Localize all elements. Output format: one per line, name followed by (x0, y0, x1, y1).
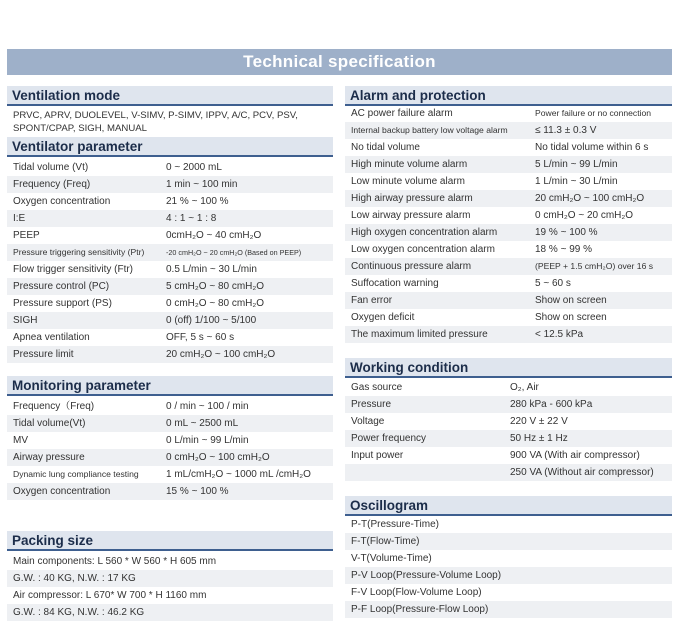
table-row (345, 379, 672, 396)
table-row (7, 483, 333, 500)
row-value: Show on screen (535, 312, 607, 323)
table-row (345, 292, 672, 309)
row-label: PEEP (13, 230, 40, 241)
table-row (7, 261, 333, 278)
ventilation-mode-text: PRVC, APRV, DUOLEVEL, V-SIMV, P-SIMV, IPPV, A/C, PCV, PSV, SPONT/CPAP, SIGH, MANUAL (13, 110, 298, 134)
packing-size-table (7, 553, 333, 621)
row-value: 0 cmH₂O ~ 80 cmH₂O (166, 298, 265, 309)
row-value: 1 mL/cmH₂O ~ 1000 mL /cmH₂O (166, 469, 311, 480)
list-item (345, 550, 672, 567)
row-value: 250 VA (Without air compressor) (510, 467, 654, 478)
table-row (345, 326, 672, 343)
row-value: 20 cmH₂O ~ 100 cmH₂O (166, 349, 276, 360)
table-row (7, 295, 333, 312)
row-label: Oxygen concentration (13, 196, 111, 207)
row-value: Show on screen (535, 295, 607, 306)
row-value: No tidal volume within 6 s (535, 142, 649, 153)
row-value: 4 : 1 ~ 1 : 8 (166, 213, 217, 224)
table-row (345, 241, 672, 258)
row-label: Pressure (351, 399, 392, 410)
row-label: SIGH (13, 315, 38, 326)
list-item (345, 567, 672, 584)
table-row (7, 398, 333, 415)
table-row (345, 224, 672, 241)
row-label: Input power (351, 450, 404, 461)
row-value: -20 cmH₂O ~ 20 cmH₂O (Based on PEEP) (166, 248, 302, 257)
table-row (345, 413, 672, 430)
row-value: 0 / min ~ 100 / min (166, 401, 249, 412)
row-label: Low oxygen concentration alarm (351, 244, 495, 255)
list-item-text: F-V Loop(Flow-Volume Loop) (351, 587, 482, 598)
row-label: AC power failure alarm (351, 108, 453, 119)
row-label: No tidal volume (351, 142, 420, 153)
row-label: Airway pressure (13, 452, 85, 463)
row-value: OFF, 5 s ~ 60 s (166, 332, 235, 343)
list-item-text: Air compressor: L 670* W 700 * H 1160 mm (13, 590, 207, 601)
row-label: Tidal volume (Vt) (13, 162, 89, 173)
row-label: MV (13, 435, 28, 446)
row-label: High minute volume alarm (351, 159, 468, 170)
row-value: 5 ~ 60 s (535, 278, 571, 289)
row-label: Frequency（Freq) (13, 401, 95, 412)
ventilator-parameter-header: Ventilator parameter (7, 137, 333, 157)
working-condition-header: Working condition (345, 358, 672, 378)
row-value: 0 cmH₂O ~ 100 cmH₂O (166, 452, 270, 463)
row-label: Continuous pressure alarm (351, 261, 472, 272)
list-item (345, 516, 672, 533)
table-row (7, 312, 333, 329)
row-label: Internal backup battery low voltage alarm (351, 125, 508, 135)
list-item-text: V-T(Volume-Time) (351, 553, 432, 564)
row-label: Pressure support (PS) (13, 298, 112, 309)
table-row (7, 449, 333, 466)
row-value: 1 min ~ 100 min (166, 179, 238, 190)
row-label: Low airway pressure alarm (351, 210, 471, 221)
working-condition-table (345, 379, 672, 481)
row-value: 280 kPa - 600 kPa (510, 399, 593, 410)
row-label: Voltage (351, 416, 385, 427)
alarm-protection-header: Alarm and protection (345, 86, 672, 106)
table-row (7, 329, 333, 346)
table-row (345, 396, 672, 413)
table-row (345, 309, 672, 326)
row-label: Power frequency (351, 433, 427, 444)
row-value: Power failure or no connection (535, 108, 652, 118)
row-value: 0 cmH₂O ~ 20 cmH₂O (535, 210, 634, 221)
row-value: < 12.5 kPa (535, 329, 584, 340)
row-label: Tidal volume(Vt) (13, 418, 86, 429)
table-row (345, 275, 672, 292)
row-value: 0 (off) 1/100 ~ 5/100 (166, 315, 257, 326)
row-value: 0 mL ~ 2500 mL (166, 418, 239, 429)
list-item (345, 584, 672, 601)
list-item-text: Main components: L 560 * W 560 * H 605 mm (13, 556, 217, 567)
list-item (345, 601, 672, 618)
row-label: Pressure control (PC) (13, 281, 110, 292)
row-label: Frequency (Freq) (13, 179, 91, 190)
row-label: I:E (13, 213, 26, 224)
row-value: 220 V ± 22 V (510, 416, 568, 427)
table-row (345, 139, 672, 156)
row-label: Pressure limit (13, 349, 74, 360)
row-label: Oxygen concentration (13, 486, 111, 497)
list-item (7, 604, 333, 621)
table-row (7, 278, 333, 295)
row-value: 0cmH₂O ~ 40 cmH₂O (166, 230, 262, 241)
row-value: 20 cmH₂O ~ 100 cmH₂O (535, 193, 645, 204)
row-value: (PEEP + 1.5 cmH₂O) over 16 s (535, 261, 654, 271)
monitoring-parameter-table (7, 398, 333, 500)
row-label: Oxygen deficit (351, 312, 415, 323)
table-row (7, 346, 333, 363)
table-row (7, 176, 333, 193)
row-value: O₂, Air (510, 382, 539, 393)
row-value: 900 VA (With air compressor) (510, 450, 640, 461)
packing-size-header: Packing size (7, 531, 333, 551)
row-label: Dynamic lung compliance testing (13, 469, 139, 479)
row-label: Pressure triggering sensitivity (Ptr) (13, 247, 145, 257)
row-label: Apnea ventilation (13, 332, 90, 343)
row-value: 18 % ~ 99 % (535, 244, 592, 255)
row-value: 21 % ~ 100 % (166, 196, 229, 207)
table-row (345, 190, 672, 207)
row-label: High oxygen concentration alarm (351, 227, 498, 238)
table-row (7, 466, 333, 483)
row-value: 0 ~ 2000 mL (166, 162, 222, 173)
table-row (345, 122, 672, 139)
row-value: ≤ 11.3 ± 0.3 V (535, 125, 597, 136)
ventilation-mode-section (7, 108, 333, 136)
list-item-text: G.W. : 84 KG, N.W. : 46.2 KG (13, 607, 145, 618)
monitoring-parameter-header: Monitoring parameter (7, 376, 333, 396)
list-item-text: G.W. : 40 KG, N.W. : 17 KG (13, 573, 136, 584)
row-value: 1 L/min ~ 30 L/min (535, 176, 618, 187)
row-label: Suffocation warning (351, 278, 439, 289)
ventilation-mode-header: Ventilation mode (7, 86, 333, 106)
table-row (7, 244, 333, 261)
row-label: Gas source (351, 382, 403, 393)
list-item-text: P-V Loop(Pressure-Volume Loop) (351, 570, 502, 581)
table-row (345, 447, 672, 464)
row-label: Flow trigger sensitivity (Ftr) (13, 264, 134, 275)
list-item (7, 553, 333, 570)
table-row (345, 105, 672, 122)
table-row (7, 432, 333, 449)
row-label: The maximum limited pressure (351, 329, 488, 340)
table-row (7, 193, 333, 210)
row-value: 50 Hz ± 1 Hz (510, 433, 568, 444)
ventilator-parameter-table (7, 159, 333, 363)
list-item (7, 570, 333, 587)
row-label: High airway pressure alarm (351, 193, 473, 204)
table-row (345, 207, 672, 224)
row-label: Fan error (351, 295, 393, 306)
row-value: 19 % ~ 100 % (535, 227, 598, 238)
table-row (7, 415, 333, 432)
table-row (345, 258, 672, 275)
table-row (345, 173, 672, 190)
row-value: 5 cmH₂O ~ 80 cmH₂O (166, 281, 265, 292)
alarm-protection-table (345, 105, 672, 343)
list-item-text: P-F Loop(Pressure-Flow Loop) (351, 604, 489, 615)
list-item (345, 533, 672, 550)
table-row (7, 159, 333, 176)
oscillogram-table (345, 516, 672, 618)
list-item-text: P-T(Pressure-Time) (351, 519, 439, 530)
row-value: 5 L/min ~ 99 L/min (535, 159, 618, 170)
table-row (7, 227, 333, 244)
table-row (345, 464, 672, 481)
table-row (7, 210, 333, 227)
row-value: 0.5 L/min ~ 30 L/min (166, 264, 257, 275)
page-title: Technical specification (7, 49, 672, 75)
row-label: Low minute volume alarm (351, 176, 465, 187)
oscillogram-header: Oscillogram (345, 496, 672, 516)
row-value: 0 L/min ~ 99 L/min (166, 435, 249, 446)
table-row (345, 430, 672, 447)
row-value: 15 % ~ 100 % (166, 486, 229, 497)
table-row (345, 156, 672, 173)
list-item (7, 587, 333, 604)
list-item-text: F-T(Flow-Time) (351, 536, 420, 547)
